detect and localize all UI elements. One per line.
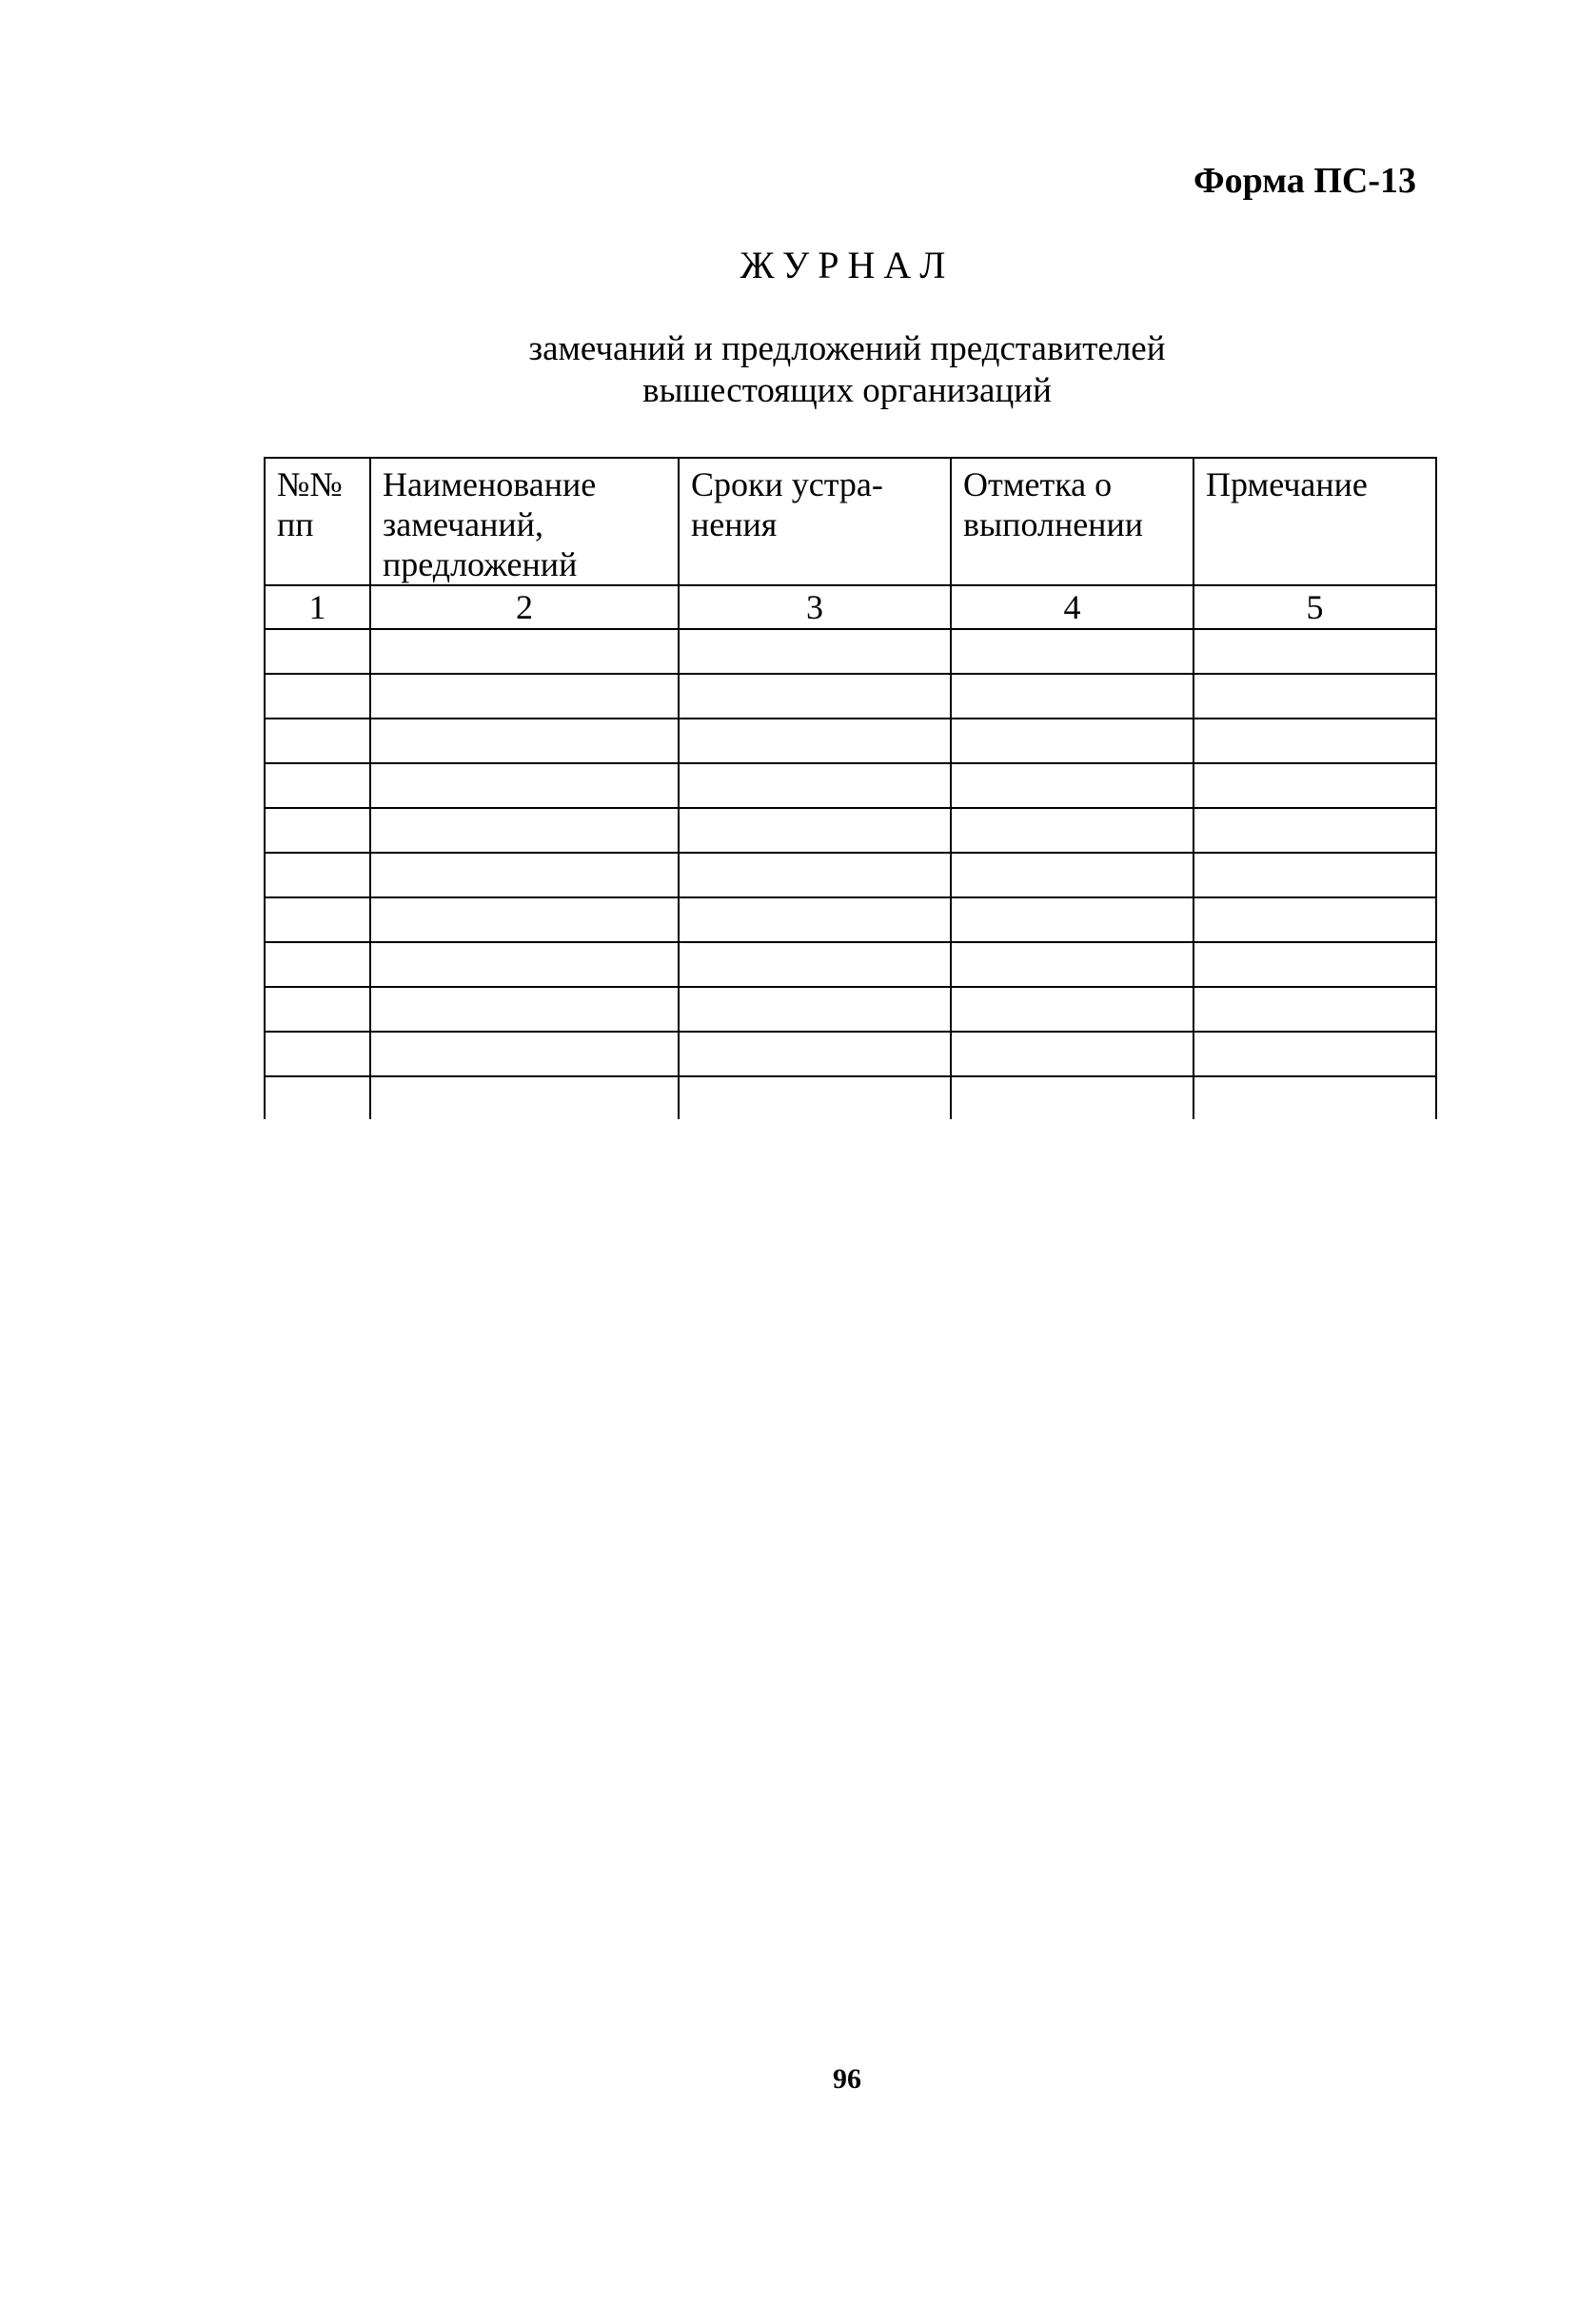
table-cell <box>1193 897 1436 942</box>
table-cell <box>1193 987 1436 1032</box>
header-row <box>265 458 1436 585</box>
table-cell <box>370 853 679 897</box>
table-cell <box>265 942 370 987</box>
table-cell <box>679 942 951 987</box>
subtitle-line-2: вышестоящих организаций <box>642 371 1052 410</box>
table-cell <box>370 1076 679 1119</box>
table-cell <box>265 808 370 853</box>
table-cell <box>679 897 951 942</box>
table-cell <box>370 808 679 853</box>
column-number-row <box>265 585 1436 629</box>
column-header-completion-mark: Отметка о выполнении <box>951 458 1193 585</box>
table-cell <box>265 763 370 808</box>
table-cell <box>265 719 370 763</box>
table-cell <box>1193 853 1436 897</box>
column-number: 4 <box>951 585 1193 629</box>
table-cell <box>265 1076 370 1119</box>
table-cell <box>951 942 1193 987</box>
table-cell <box>370 942 679 987</box>
table-cell <box>679 987 951 1032</box>
table-cell <box>1193 629 1436 674</box>
table-row <box>265 719 1436 763</box>
table-cell <box>951 629 1193 674</box>
journal-table <box>264 457 1437 1119</box>
column-number: 2 <box>370 585 679 629</box>
table-cell <box>951 1076 1193 1119</box>
table-cell <box>679 629 951 674</box>
table-cell <box>1193 763 1436 808</box>
table-cell <box>370 629 679 674</box>
column-header-deadline: Сроки устра-нения <box>679 458 951 585</box>
table-cell <box>265 674 370 719</box>
table-row <box>265 1032 1436 1076</box>
table-cell <box>1193 808 1436 853</box>
column-header-name: Наименование замечаний, предложений <box>370 458 679 585</box>
table-cell <box>951 1032 1193 1076</box>
column-number: 1 <box>265 585 370 629</box>
table-cell <box>951 719 1193 763</box>
table-cell <box>370 897 679 942</box>
table-row <box>265 942 1436 987</box>
table-cell <box>951 897 1193 942</box>
page-number: 96 <box>833 2063 861 2095</box>
table-cell <box>951 763 1193 808</box>
table-cell <box>951 674 1193 719</box>
table-cell <box>265 629 370 674</box>
table-row <box>265 853 1436 897</box>
table-cell <box>679 719 951 763</box>
table-cell <box>370 719 679 763</box>
table-cell <box>265 987 370 1032</box>
table-cell <box>679 1076 951 1119</box>
table-row <box>265 808 1436 853</box>
table-cell <box>370 763 679 808</box>
table-cell <box>1193 942 1436 987</box>
table-cell <box>1193 1032 1436 1076</box>
table-cell <box>679 674 951 719</box>
table-cell <box>1193 719 1436 763</box>
form-identifier: Форма ПС-13 <box>1193 161 1416 201</box>
subtitle-line-1: замечаний и предложений представителей <box>528 329 1166 368</box>
column-header-number: №№ пп <box>265 458 370 585</box>
table-cell <box>370 987 679 1032</box>
table-row <box>265 674 1436 719</box>
table-cell <box>951 808 1193 853</box>
table-row <box>265 1076 1436 1119</box>
column-number: 3 <box>679 585 951 629</box>
column-number: 5 <box>1193 585 1436 629</box>
column-header-note: Прмечание <box>1193 458 1436 585</box>
table-cell <box>265 1032 370 1076</box>
table-cell <box>370 674 679 719</box>
document-subtitle <box>362 328 1332 412</box>
table-cell <box>679 853 951 897</box>
table-cell <box>370 1032 679 1076</box>
table-cell <box>679 1032 951 1076</box>
table-cell <box>951 987 1193 1032</box>
table-row <box>265 897 1436 942</box>
table-cell <box>951 853 1193 897</box>
table-cell <box>679 763 951 808</box>
table-cell <box>265 853 370 897</box>
document-title: ЖУРНАЛ <box>740 244 955 286</box>
table-cell <box>1193 1076 1436 1119</box>
table-cell <box>679 808 951 853</box>
table-cell <box>1193 674 1436 719</box>
table-row <box>265 763 1436 808</box>
table-row <box>265 629 1436 674</box>
table-row <box>265 987 1436 1032</box>
table-cell <box>265 897 370 942</box>
